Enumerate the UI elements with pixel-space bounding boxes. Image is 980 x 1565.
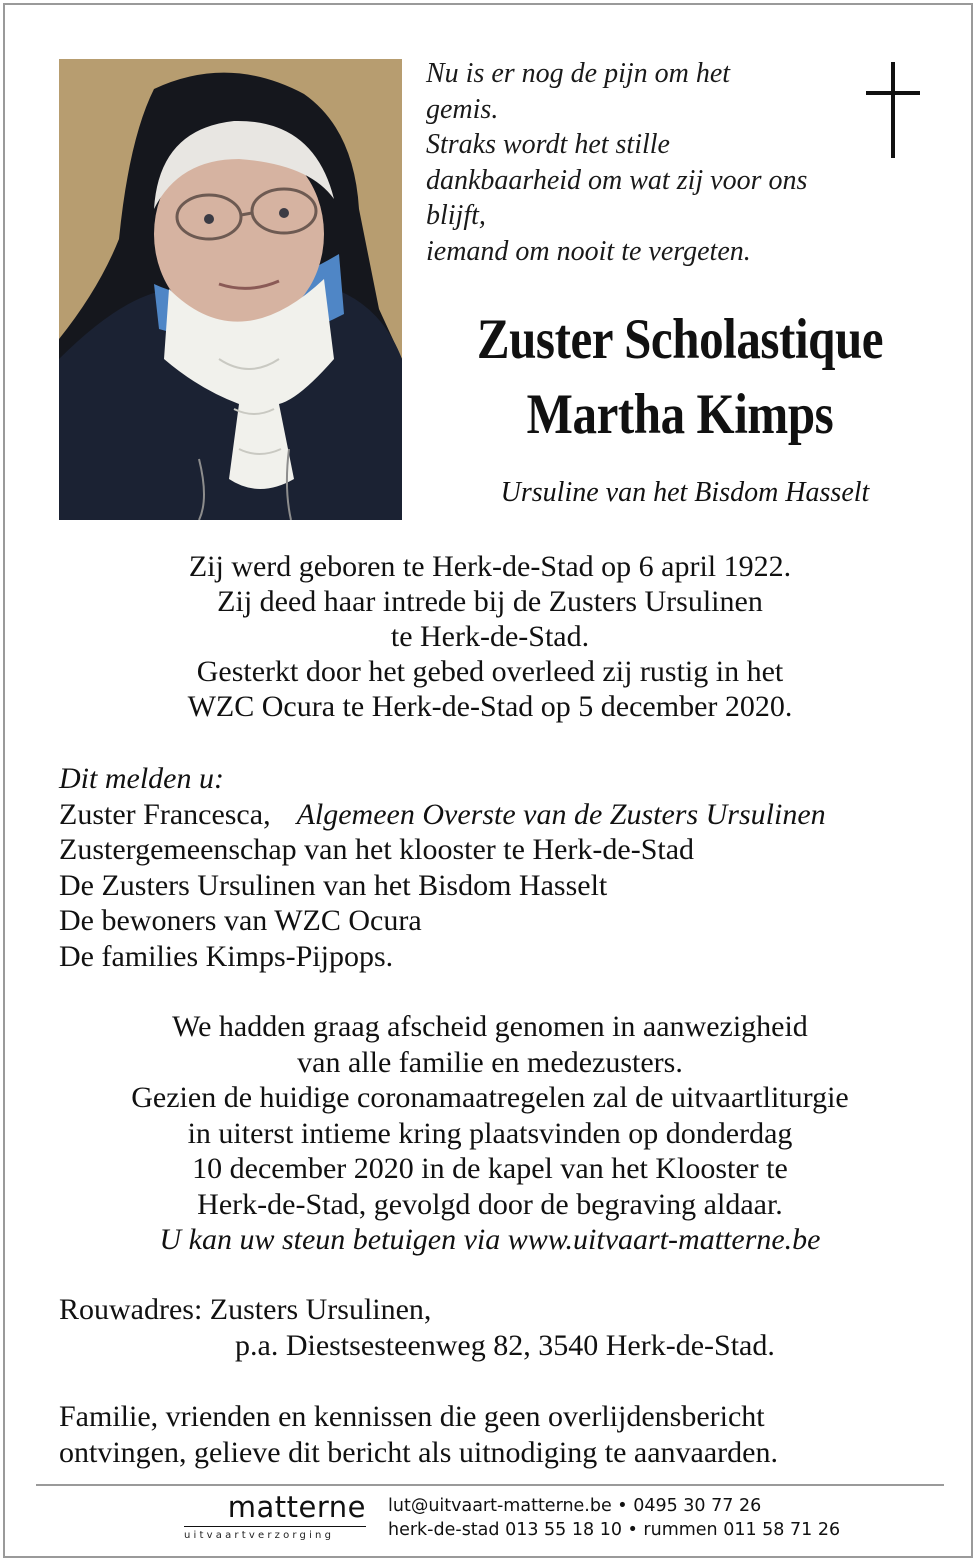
funeral-home-logo	[184, 1490, 370, 1546]
poem-line: Straks wordt het stille	[426, 129, 670, 160]
latin-cross-icon	[864, 62, 922, 158]
biography-line: te Herk-de-Stad.	[390, 620, 590, 653]
deceased-name-line2: Martha Kimps	[526, 383, 834, 446]
announcer-name: Zuster Francesca,	[59, 797, 271, 831]
poem-line: gemis.	[426, 93, 499, 125]
family-notice-line: ontvingen, gelieve dit bericht als uitnodiging te aanvaarden.	[59, 1435, 778, 1469]
announcer-role: Algemeen Overste van de Zusters Ursulinen	[296, 797, 826, 831]
contact-line1: lut@uitvaart-matterne.be • 0495 30 77 26	[388, 1496, 762, 1516]
poem-line: Nu is er nog de pijn om het	[426, 58, 731, 89]
announcers-list	[59, 761, 939, 974]
ceremony-line: Gezien de huidige coronamaatregelen zal de uitvaartliturgie	[131, 1081, 849, 1114]
address-line1: Rouwadres: Zusters Ursulinen,	[59, 1293, 432, 1326]
biography-line: Zij werd geboren te Herk-de-Stad op 6 april 1922.	[188, 550, 792, 583]
biography-line: WZC Ocura te Herk-de-Stad op 5 december 2020.	[187, 690, 793, 723]
announcer-row: De bewoners van WZC Ocura	[59, 904, 422, 937]
logo-subtitle: uitvaartverzorging	[184, 1530, 335, 1541]
deceased-name-line1: Zuster Scholastique	[476, 308, 884, 371]
portrait-photo	[59, 59, 402, 520]
announcer-row: De Zusters Ursulinen van het Bisdom Hasselt	[59, 868, 608, 902]
memorial-poem	[426, 56, 866, 269]
religious-order: Ursuline van het Bisdom Hasselt	[500, 477, 870, 508]
announcers-intro: Dit melden u:	[59, 762, 224, 795]
address-line2: p.a. Diestsesteenweg 82, 3540 Herk-de-Stad.	[235, 1329, 775, 1362]
poem-line: dankbaarheid om wat zij voor ons	[426, 164, 808, 196]
support-website-line: U kan uw steun betuigen via www.uitvaart-matterne.be	[159, 1223, 821, 1256]
family-notice-line: Familie, vrienden en kennissen die geen overlijdensbericht	[59, 1400, 765, 1433]
announcer-row: Zustergemeenschap van het klooster te Herk-de-Stad	[59, 833, 695, 866]
family-notice	[59, 1399, 939, 1470]
poem-line: blijft,	[426, 200, 486, 231]
deceased-name	[461, 302, 900, 452]
footer-divider	[36, 1484, 944, 1486]
contact-line2: herk-de-stad 013 55 18 10 • rummen 011 58 71 26	[388, 1520, 841, 1540]
biography-line: Zij deed haar intrede bij de Zusters Ursulinen	[217, 585, 763, 618]
ceremony-line: We hadden graag afscheid genomen in aanwezigheid	[172, 1010, 808, 1043]
contact-info	[388, 1494, 841, 1542]
announcer-row: De families Kimps-Pijpops.	[59, 939, 394, 973]
announcer-row	[59, 797, 939, 833]
ceremony-details	[40, 1009, 940, 1258]
biography	[40, 549, 940, 724]
mourning-address	[59, 1292, 939, 1364]
ceremony-line: in uiterst intieme kring plaatsvinden op donderdag	[187, 1116, 793, 1150]
ceremony-line: 10 december 2020 in de kapel van het Klooster te	[192, 1152, 788, 1185]
biography-line: Gesterkt door het gebed overleed zij rustig in het	[196, 655, 784, 688]
logo-rule	[184, 1526, 366, 1527]
logo-name: matterne	[227, 1490, 366, 1524]
ceremony-line: van alle familie en medezusters.	[297, 1045, 683, 1079]
ceremony-line: Herk-de-Stad, gevolgd door de begraving aldaar.	[197, 1187, 783, 1221]
poem-line: iemand om nooit te vergeten.	[426, 235, 751, 267]
